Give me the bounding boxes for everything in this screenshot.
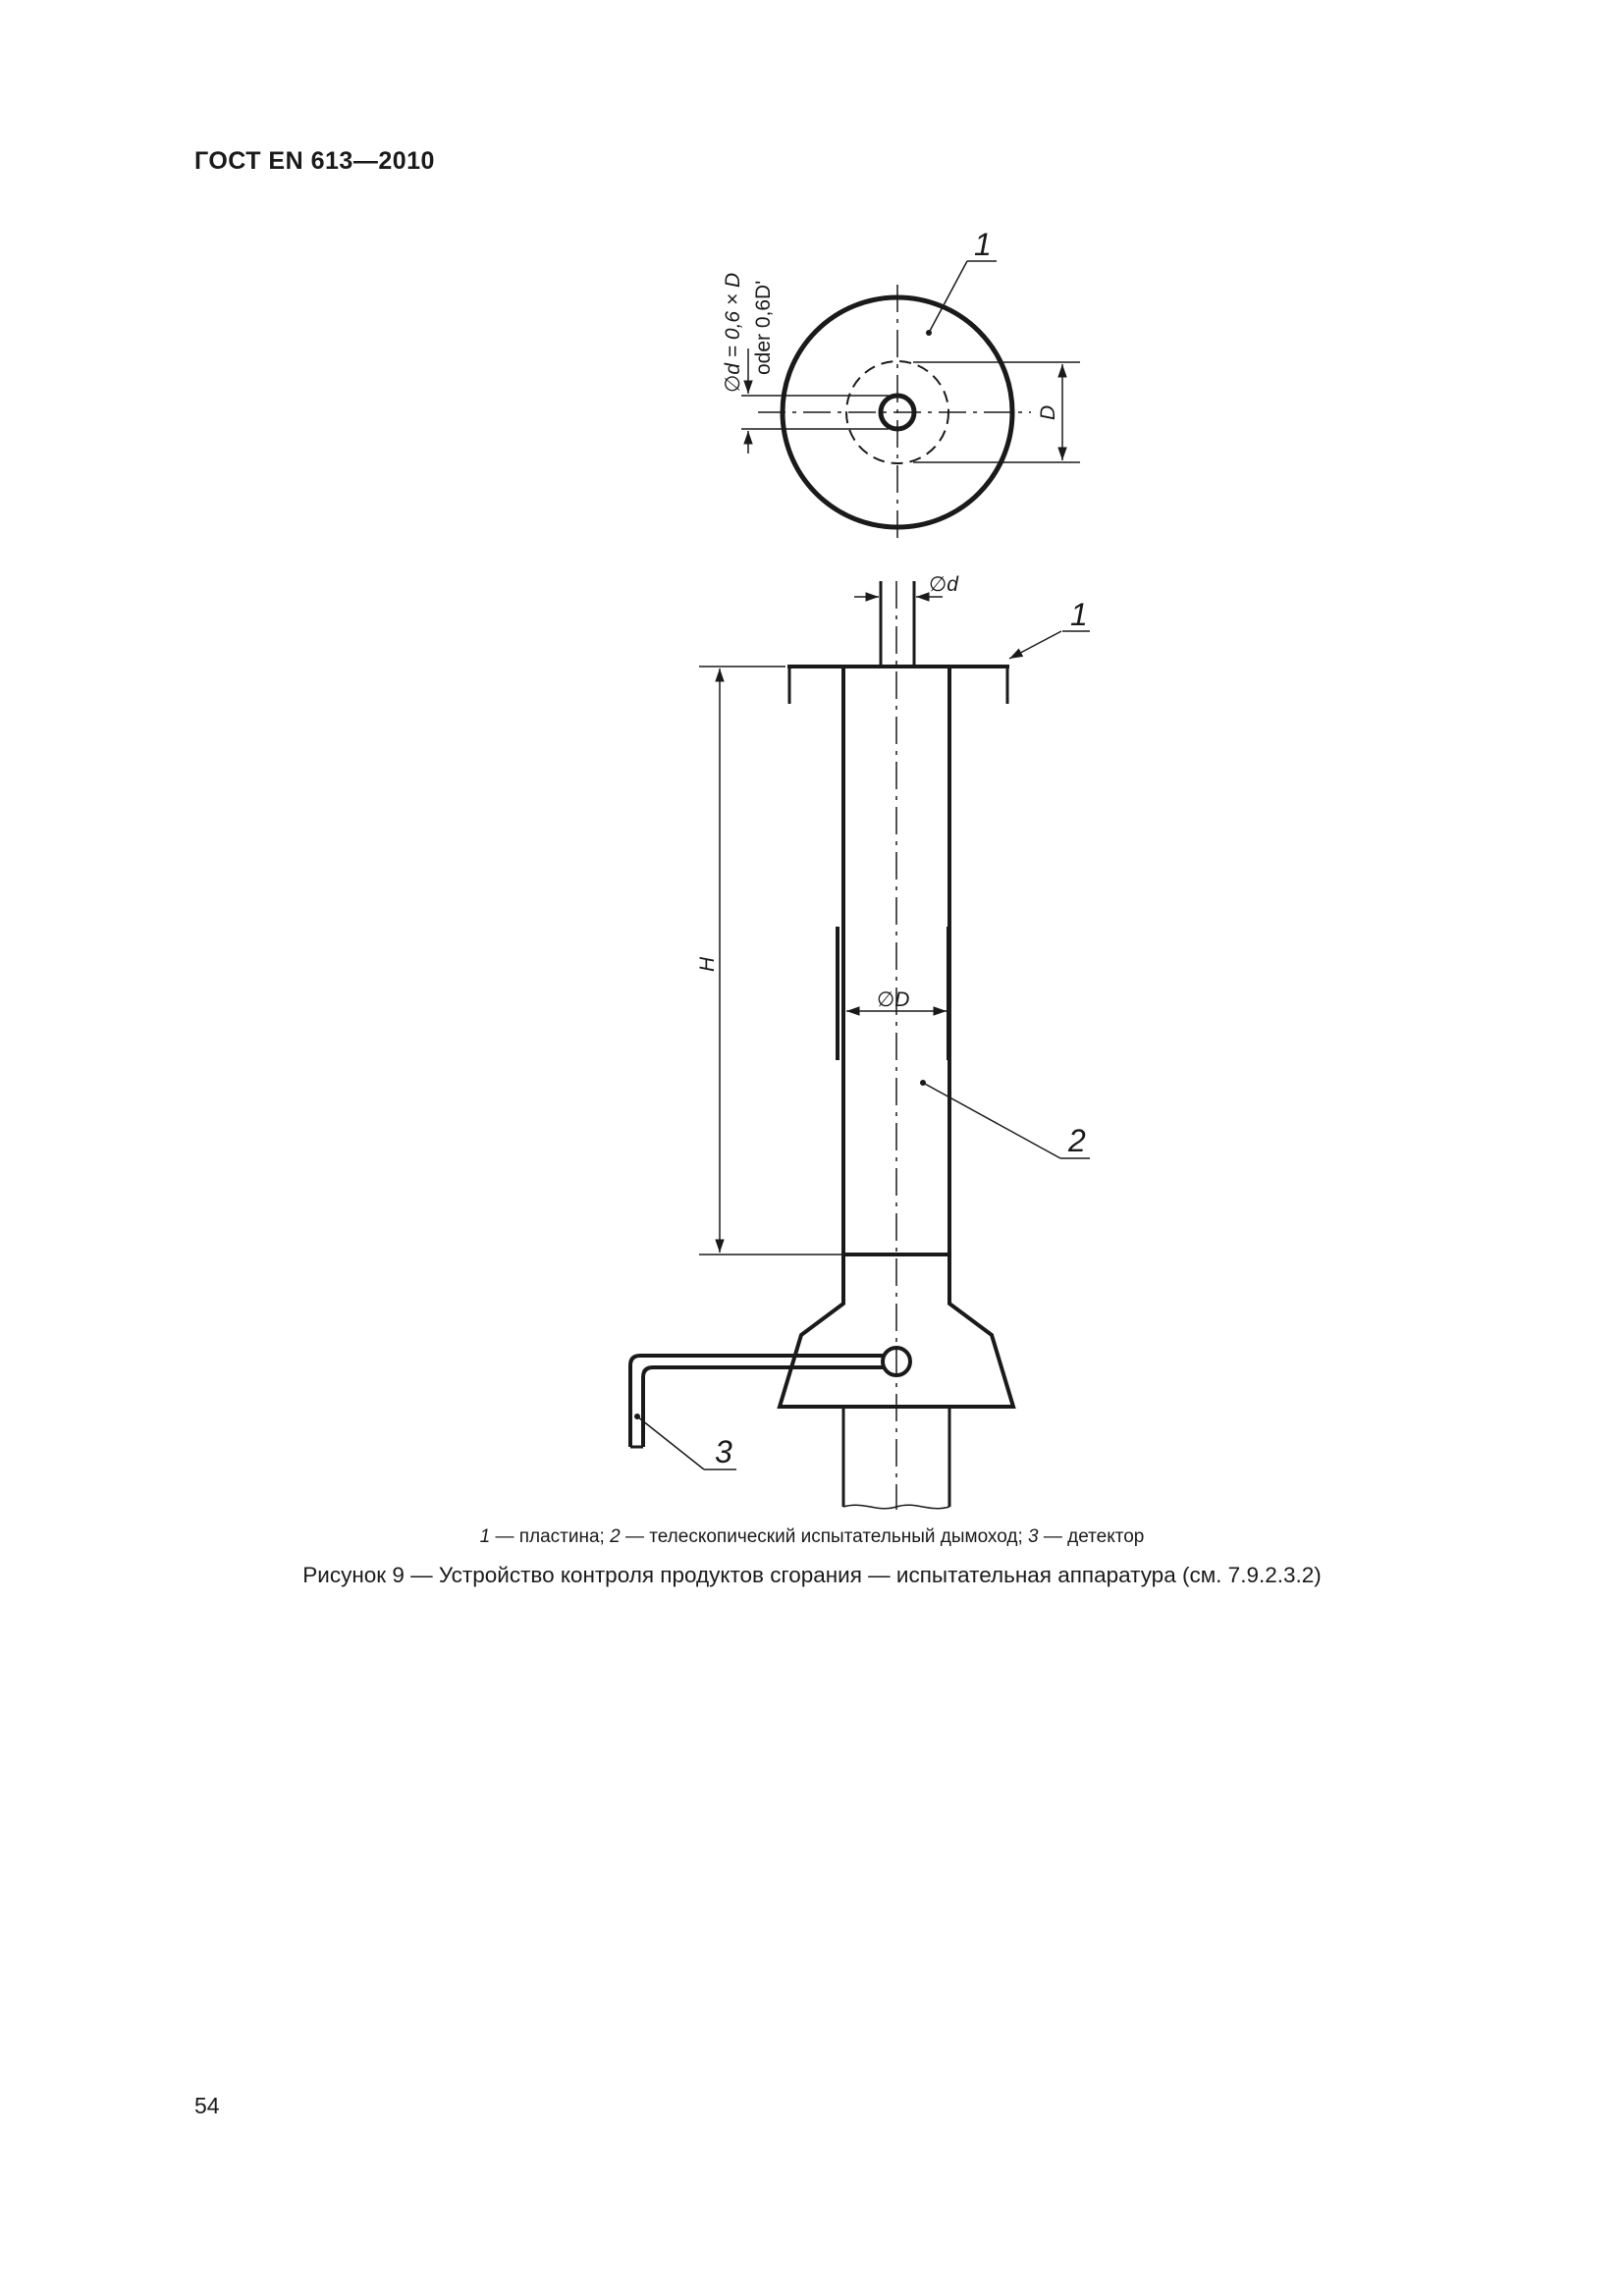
dimension-D-side: ∅D (877, 988, 910, 1011)
callout-1-side: 1 (1070, 597, 1088, 632)
dimension-d-side: ∅d (929, 573, 958, 596)
document-header: ГОСТ EN 613—2010 (194, 147, 435, 175)
legend-item3-number: 3 (1028, 1526, 1039, 1547)
dimension-formula: ∅d = 0,6 × D (722, 272, 744, 393)
legend-item1-number: 1 (479, 1526, 491, 1547)
dimension-D-top: D (1037, 404, 1059, 420)
apparatus-side-view (630, 581, 1090, 1510)
legend-item2-number: 2 (610, 1526, 621, 1547)
figure-legend (0, 1526, 1624, 1548)
figure-caption: Рисунок 9 — Устройство контроля продуктов сгорания — испытательная аппаратура (см. 7.9.2.3.2) (302, 1563, 1322, 1587)
dimension-H: H (696, 956, 719, 972)
legend-item3-text: — детектор (1038, 1526, 1145, 1547)
page-number: 54 (194, 2093, 220, 2118)
callout-3: 3 (715, 1434, 732, 1469)
callout-1-top: 1 (974, 227, 992, 262)
dimension-formula-alt: oder 0,6D' (752, 280, 775, 375)
callout-2: 2 (1068, 1123, 1086, 1158)
legend-item2-text: — телескопический испытательный дымоход; (620, 1526, 1029, 1547)
plate-top-view (741, 261, 1080, 540)
legend-item1-text: — пластина; (490, 1526, 611, 1547)
